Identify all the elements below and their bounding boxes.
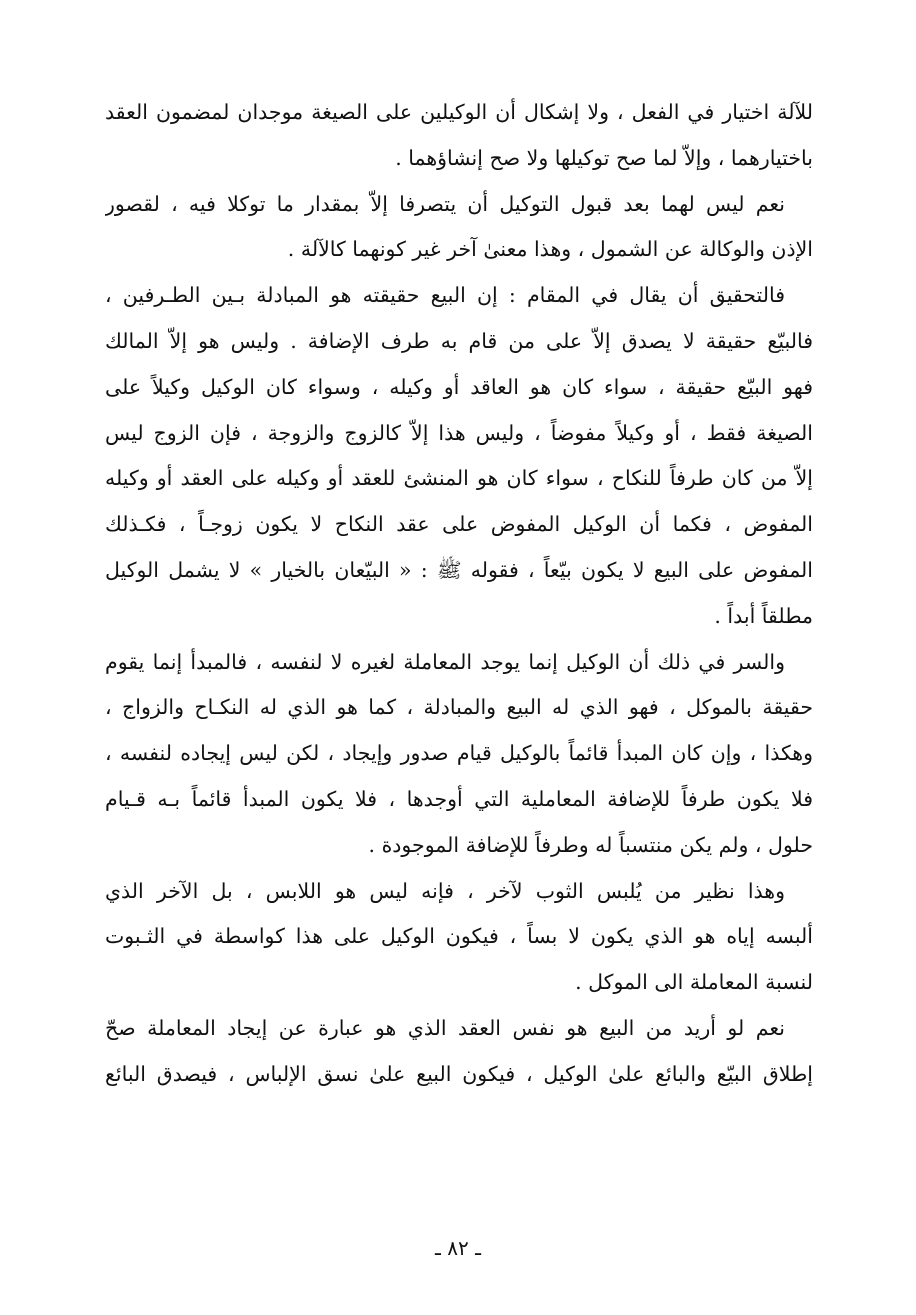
page-body <box>105 90 813 1098</box>
text-line: وهكذا ، وإن كان المبدأ قائماً بالوكيل قيام صدور وإيجاد ، لكن ليس إيجاده لنفسه ، <box>105 741 813 766</box>
text-line: فلا يكون طرفاً للإضافة المعاملية التي أوجدها ، فلا يكون المبدأ قائماً بـه قـيام <box>105 786 813 811</box>
text-line: نعم لو أريد من البيع هو نفس العقد الذي هو عبارة عن إيجاد المعاملة صحّ <box>105 1015 785 1040</box>
paragraph <box>105 182 813 274</box>
text-line: المفوض على البيع لا يكون بيّعاً ، فقوله ﷺ : « البيّعان بالخيار » لا يشمل الوكيل <box>105 557 813 582</box>
text-line: حقيقة بالموكل ، فهو الذي له البيع والمبادلة ، كما هو الذي له النكـاح والزواج ، <box>105 695 813 720</box>
paragraph <box>105 90 813 182</box>
text-line: نعم ليس لهما بعد قبول التوكيل أن يتصرفا إلاّ بمقدار ما توكلا فيه ، لقصور <box>105 191 785 216</box>
page-number: ـ ٨٢ ـ <box>435 1236 481 1260</box>
text-line: لنسبة المعاملة الى الموكل . <box>575 970 813 995</box>
text-line: للآلة اختيار في الفعل ، ولا إشكال أن الوكيلين على الصيغة موجدان لمضمون العقد <box>105 100 813 124</box>
text-line: وهذا نظير من يُلبس الثوب لآخر ، فإنه ليس هو اللابس ، بل الآخر الذي <box>105 878 785 903</box>
paragraph <box>105 869 813 1006</box>
text-line: والسر في ذلك أن الوكيل إنما يوجد المعاملة لغيره لا لنفسه ، فالمبدأ إنما يقوم <box>105 649 785 674</box>
text-line: فالتحقيق أن يقال في المقام : إن البيع حقيقته هو المبادلة بـين الطـرفين ، <box>105 283 785 308</box>
paragraph <box>105 273 813 639</box>
text-line: فالبيّع حقيقة لا يصدق إلاّ على من قام به طرف الإضافة . وليس هو إلاّ المالك <box>105 328 813 353</box>
text-line: المفوض ، فكما أن الوكيل المفوض على عقد النكاح لا يكون زوجـاً ، فكـذلك <box>105 512 813 537</box>
text-line: مطلقاً أبداً . <box>714 603 813 628</box>
text-line: باختيارهما ، وإلاّ لما صح توكيلها ولا صح إنشاؤهما . <box>395 145 813 170</box>
text-line: ألبسه إياه هو الذي يكون لا بساً ، فيكون الوكيل على هذا كواسطة في الثـبوت <box>105 924 813 949</box>
text-line: إطلاق البيّع والبائع علىٰ الوكيل ، فيكون البيع علىٰ نسق الإلباس ، فيصدق البائع <box>105 1061 813 1086</box>
text-line: الإذن والوكالة عن الشمول ، وهذا معنىٰ آخر غير كونهما كالآلة . <box>287 237 813 262</box>
text-line: إلاّ من كان طرفاً للنكاح ، سواء كان هو المنشئ للعقد أو وكيله على العقد أو وكيله <box>105 466 813 491</box>
paragraph <box>105 640 813 869</box>
text-line: الصيغة فقط ، أو وكيلاً مفوضاً ، وليس هذا إلاّ كالزوج والزوجة ، فإن الزوج ليس <box>105 420 813 445</box>
text-line: فهو البيّع حقيقة ، سواء كان هو العاقد أو وكيله ، وسواء كان الوكيل وكيلاً على <box>105 374 813 399</box>
text-line: حلول ، ولم يكن منتسباً له وطرفاً للإضافة الموجودة . <box>368 832 813 857</box>
paragraph <box>105 1006 813 1098</box>
